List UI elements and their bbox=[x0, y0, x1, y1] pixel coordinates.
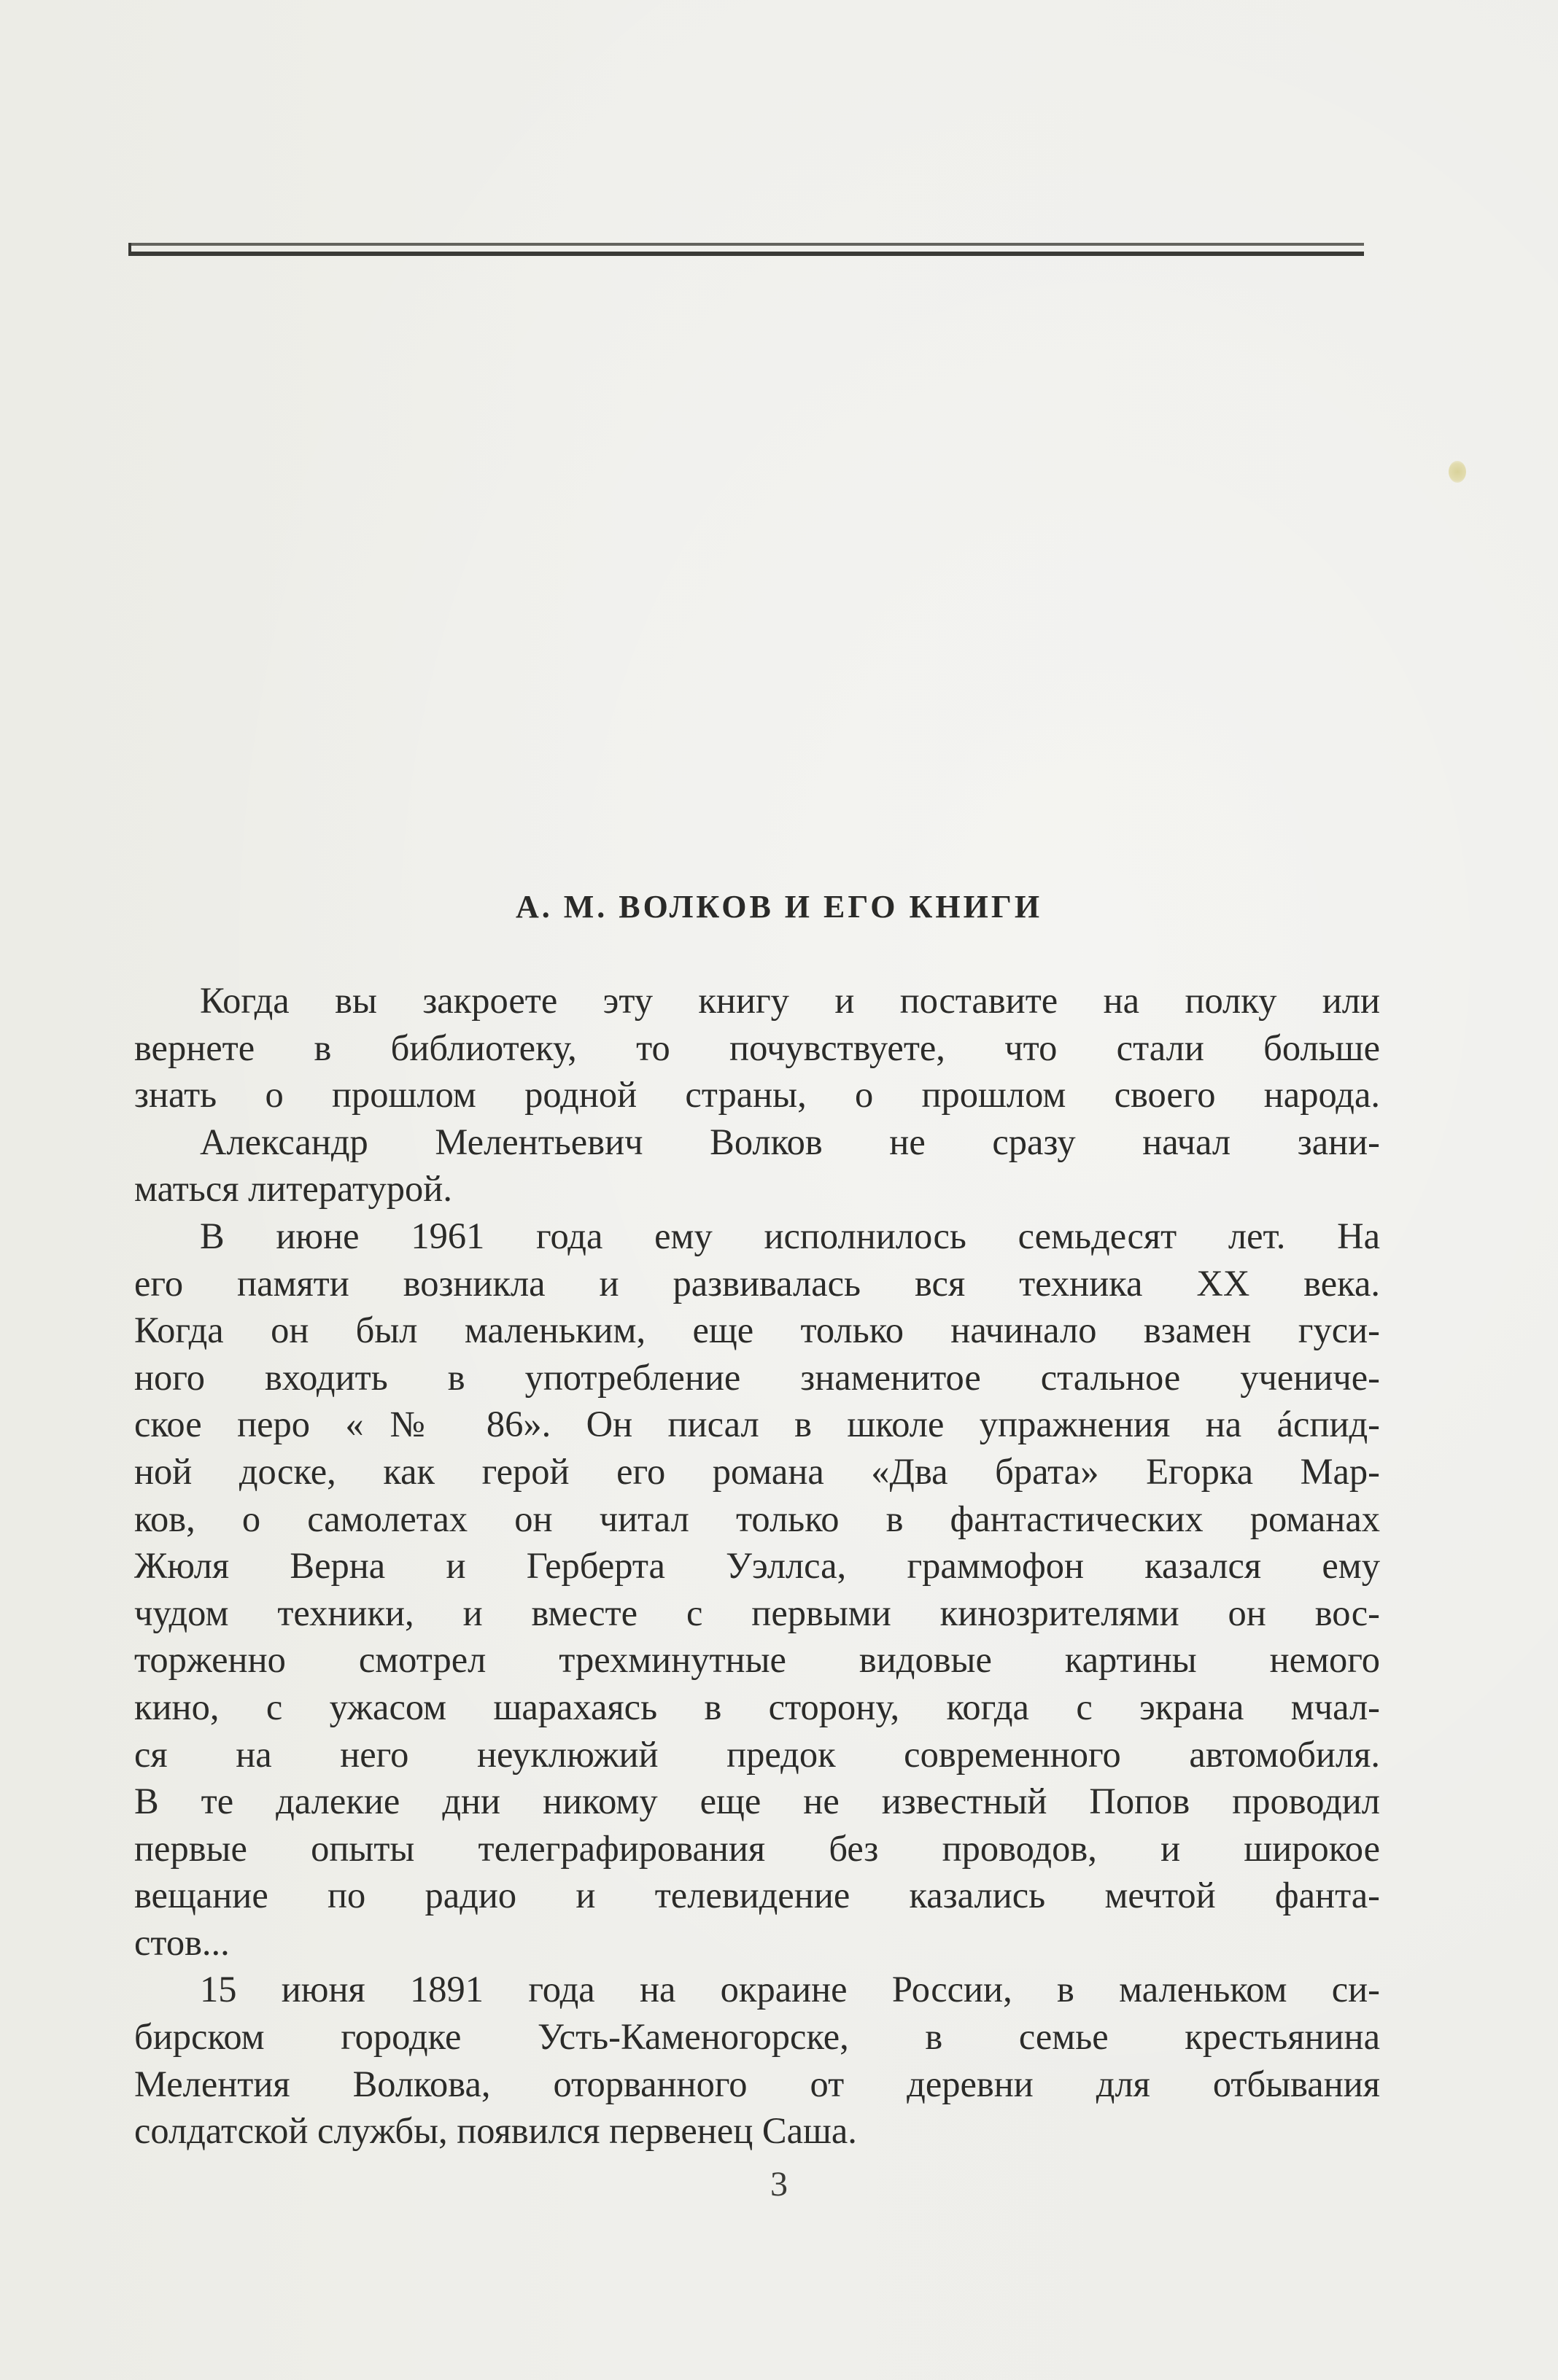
text-line: вернете в библиотеку, то почувствуете, что стали больше bbox=[134, 1027, 1380, 1068]
text-line: торженно смотрел трехминутные видовые картины немого bbox=[134, 1639, 1380, 1681]
header-rule-thin-line bbox=[128, 243, 1364, 246]
text-line: его памяти возникла и развивалась вся техника XX века. bbox=[134, 1262, 1380, 1304]
text-line: 15 июня 1891 года на окраине России, в маленьком си- bbox=[200, 1969, 1380, 2010]
text-line: маться литературой. bbox=[134, 1168, 452, 1210]
text-line: ного входить в употребление знаменитое стальное учениче- bbox=[134, 1356, 1380, 1398]
text-line: ков, о самолетах он читал только в фантастических романах bbox=[134, 1498, 1380, 1539]
text-line: ной доске, как герой его романа «Два брата» Егорка Мар- bbox=[134, 1450, 1380, 1492]
text-line: бирском городке Усть-Каменогорске, в семье крестьянина bbox=[134, 2016, 1380, 2058]
text-line: стов... bbox=[134, 1921, 230, 1963]
text-line: вещание по радио и телевидение казались мечтой фанта- bbox=[134, 1875, 1380, 1916]
text-line: В те далекие дни никому еще не известный Попов проводил bbox=[134, 1781, 1380, 1822]
text-line: знать о прошлом родной страны, о прошлом своего народа. bbox=[134, 1074, 1380, 1116]
header-rule-left-cap bbox=[128, 243, 131, 256]
text-line: Когда он был маленьким, еще только начинало взамен гуси- bbox=[134, 1310, 1380, 1351]
text-line: первые опыты телеграфирования без проводов, и широкое bbox=[134, 1827, 1380, 1869]
text-line: Жюля Верна и Герберта Уэллса, граммофон казался ему bbox=[134, 1545, 1380, 1587]
text-line: Мелентия Волкова, оторванного от деревни для отбывания bbox=[134, 2063, 1380, 2104]
header-rule-thick-line bbox=[128, 252, 1364, 256]
text-line: В июне 1961 года ему исполнилось семьдесят лет. На bbox=[200, 1215, 1380, 1256]
text-line: чудом техники, и вместе с первыми кинозрителями он вос- bbox=[134, 1592, 1380, 1633]
page-number: 3 bbox=[770, 2165, 788, 2204]
text-line: ся на него неуклюжий предок современного автомобиля. bbox=[134, 1733, 1380, 1775]
paper-stain-mark bbox=[1449, 461, 1466, 483]
chapter-title: А. М. ВОЛКОВ И ЕГО КНИГИ bbox=[515, 889, 1043, 925]
text-line: Когда вы закроете эту книгу и поставите на полку или bbox=[200, 980, 1380, 1021]
header-double-rule bbox=[128, 243, 1364, 257]
text-line: солдатской службы, появился первенец Саша. bbox=[134, 2110, 857, 2152]
text-line: кино, с ужасом шарахаясь в сторону, когда с экрана мчал- bbox=[134, 1686, 1380, 1727]
text-line: Александр Мелентьевич Волков не сразу начал зани- bbox=[200, 1121, 1380, 1162]
text-line: ское перо «№ 86». Он писал в школе упражнения на áспид- bbox=[134, 1404, 1380, 1445]
body-text bbox=[134, 977, 1380, 2155]
